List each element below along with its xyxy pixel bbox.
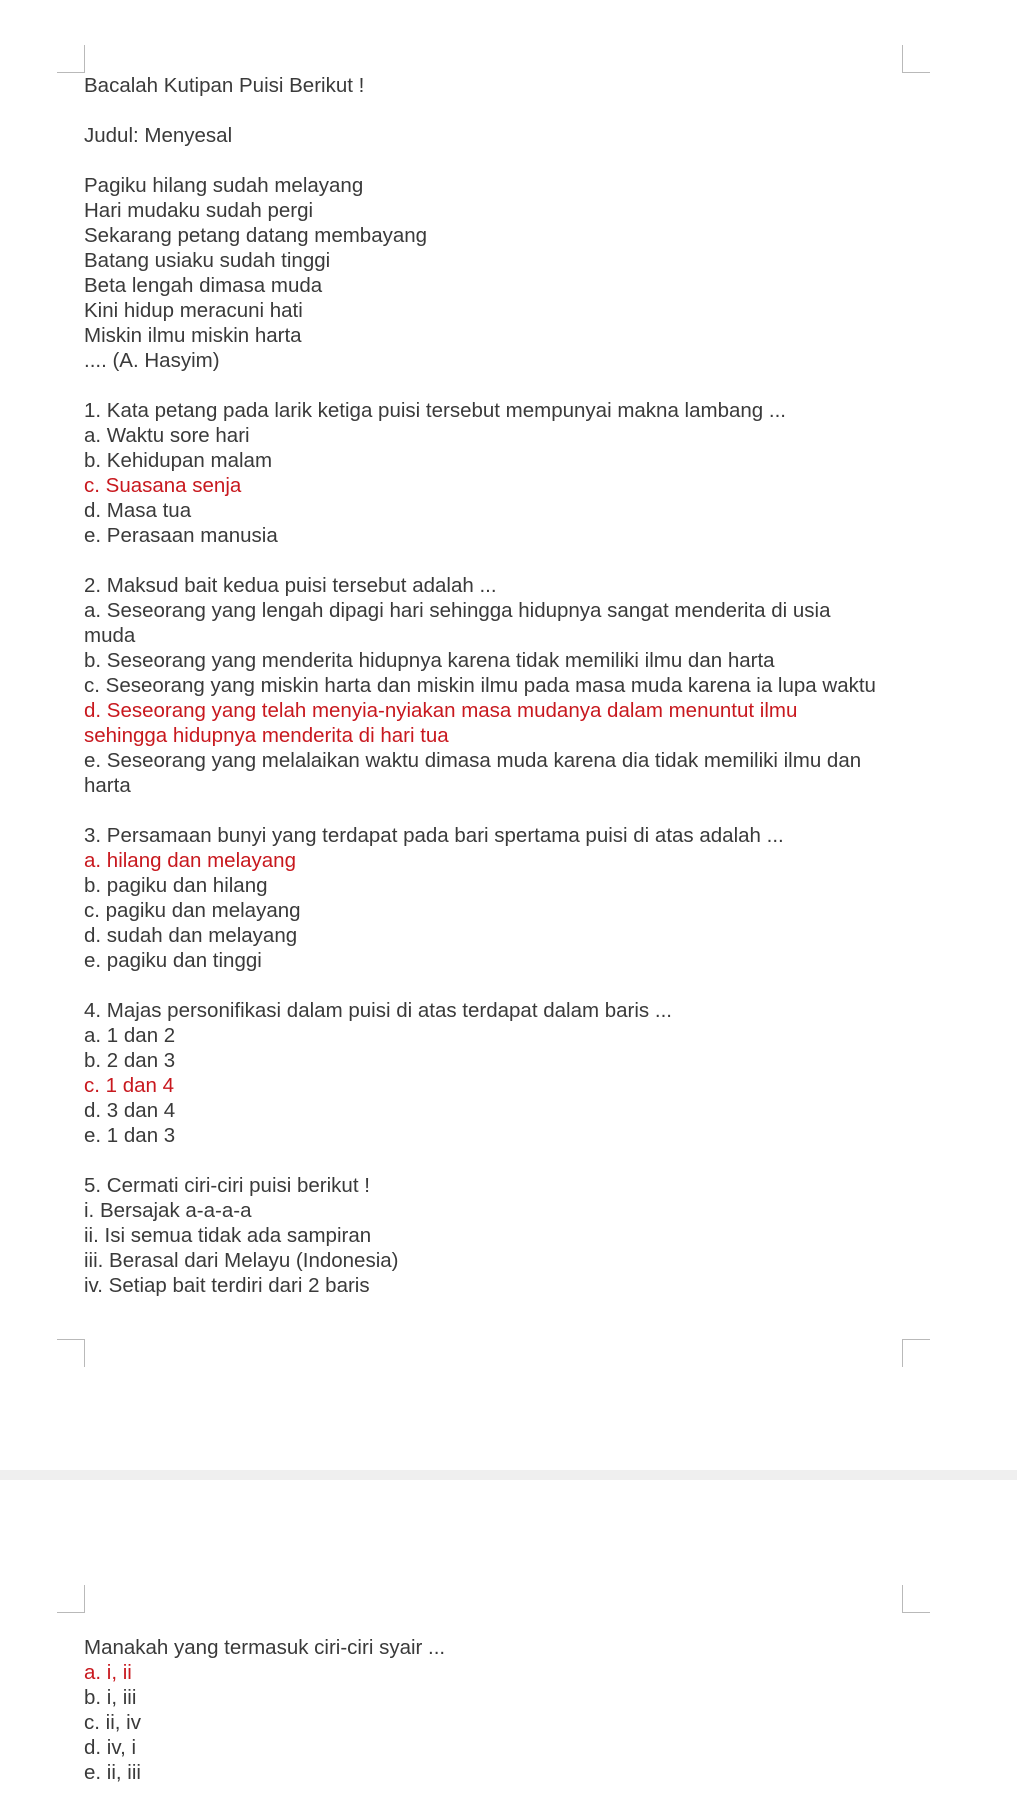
q5-option-a-answer: a. i, ii [84,1661,132,1684]
poem-line: Kini hidup meracuni hati [84,299,303,322]
page-separator [0,1470,1017,1480]
page-1-text [84,73,884,1298]
q3-option-d: d. sudah dan melayang [84,924,298,947]
crop-mark-top-left [57,1585,85,1613]
poem-author: .... (A. Hasyim) [84,349,220,372]
q3-option-c: c. pagiku dan melayang [84,899,301,922]
q1-option-e: e. Perasaan manusia [84,524,278,547]
q4-option-a: a. 1 dan 2 [84,1024,176,1047]
q4-option-d: d. 3 dan 4 [84,1099,176,1122]
poem-line: Beta lengah dimasa muda [84,274,323,297]
question-2: 2. Maksud bait kedua puisi tersebut adalah ... [84,574,497,597]
poem-line: Pagiku hilang sudah melayang [84,174,364,197]
question-3: 3. Persamaan bunyi yang terdapat pada bari spertama puisi di atas adalah ... [84,824,784,847]
q5-option-d: d. iv, i [84,1736,137,1759]
question-5: 5. Cermati ciri-ciri puisi berikut ! [84,1174,370,1197]
crop-mark-top-right [902,45,930,73]
q3-option-b: b. pagiku dan hilang [84,874,268,897]
q4-option-c-answer: c. 1 dan 4 [84,1074,175,1097]
question-4: 4. Majas personifikasi dalam puisi di atas terdapat dalam baris ... [84,999,672,1022]
q5-prompt: Manakah yang termasuk ciri-ciri syair ... [84,1636,446,1659]
poem-line: Miskin ilmu miskin harta [84,324,302,347]
q2-option-c: c. Seseorang yang miskin harta dan miskin ilmu pada masa muda karena ia lupa waktu [84,674,876,697]
q1-option-d: d. Masa tua [84,499,192,522]
q2-option-e: e. Seseorang yang melalaikan waktu dimasa muda karena dia tidak memiliki ilmu dan harta [84,749,862,797]
q5-item-i: i. Bersajak a-a-a-a [84,1199,252,1222]
q5-item-iii: iii. Berasal dari Melayu (Indonesia) [84,1249,399,1272]
q4-option-b: b. 2 dan 3 [84,1049,176,1072]
document-page-2 [0,1480,1017,1795]
q5-option-b: b. i, iii [84,1686,137,1709]
q3-option-a-answer: a. hilang dan melayang [84,849,296,872]
q3-option-e: e. pagiku dan tinggi [84,949,262,972]
q1-option-b: b. Kehidupan malam [84,449,273,472]
q1-option-c-answer: c. Suasana senja [84,474,242,497]
poem-line: Batang usiaku sudah tinggi [84,249,331,272]
crop-mark-top-left [57,45,85,73]
poem-line: Hari mudaku sudah pergi [84,199,314,222]
crop-mark-top-right [902,1585,930,1613]
q5-item-ii: ii. Isi semua tidak ada sampiran [84,1224,372,1247]
q4-option-e: e. 1 dan 3 [84,1124,176,1147]
q2-option-a: a. Seseorang yang lengah dipagi hari sehingga hidupnya sangat menderita di usia muda [84,599,831,647]
q5-option-c: c. ii, iv [84,1711,141,1734]
question-1: 1. Kata petang pada larik ketiga puisi tersebut mempunyai makna lambang ... [84,399,786,422]
poem-title: Judul: Menyesal [84,124,233,147]
instruction-text: Bacalah Kutipan Puisi Berikut ! [84,74,365,97]
poem-line: Sekarang petang datang membayang [84,224,428,247]
crop-mark-bottom-left [57,1339,85,1367]
page-2-text [84,1635,884,1785]
crop-mark-bottom-right [902,1339,930,1367]
q5-item-iv: iv. Setiap bait terdiri dari 2 baris [84,1274,370,1297]
q1-option-a: a. Waktu sore hari [84,424,250,447]
q2-option-b: b. Seseorang yang menderita hidupnya karena tidak memiliki ilmu dan harta [84,649,775,672]
q5-option-e: e. ii, iii [84,1761,141,1784]
q2-option-d-answer: d. Seseorang yang telah menyia-nyiakan masa mudanya dalam menuntut ilmu sehingga hidupnya menderita di hari tua [84,699,798,747]
